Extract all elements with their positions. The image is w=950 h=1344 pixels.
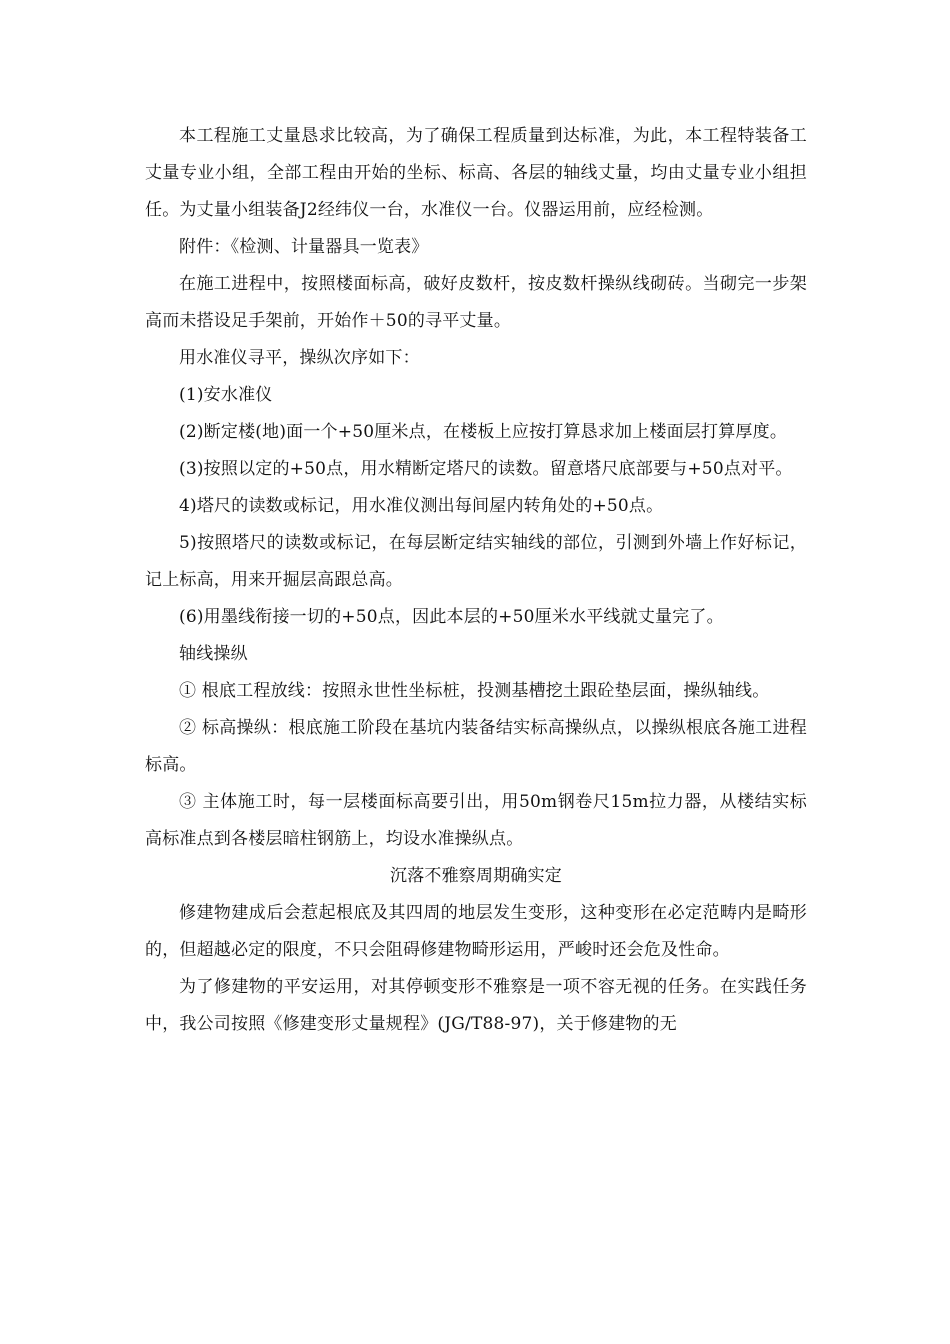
paragraph-leveling-intro: 用水准仪寻平，操纵次序如下： [179,348,420,368]
paragraph-attachment: 附件：《检测、计量器具一览表》 [179,237,429,257]
list-item-axis-2: ② 标高操纵：根底施工阶段在基坑内装备结实标高操纵点，以操纵根底各施工进程标高。 [145,718,807,775]
paragraph-survey-team: 本工程施工丈量恳求比较高，为了确保工程质量到达标准，为此，本工程特装备工丈量专业小组，全部工程由开始的坐标、标高、各层的轴线丈量，均由丈量专业小组担任。为丈量小组装备J2经纬仪一台，水准仪一台。仪器运用前，应经检测。 [145,126,807,220]
paragraph-axis-control: 轴线操纵 [179,644,248,664]
paragraph-construction-process: 在施工进程中，按照楼面标高，破好皮数杆，按皮数杆操纵线砌砖。当砌完一步架高而未搭设足手架前，开始作＋50的寻平丈量。 [145,274,807,331]
list-item-step-6: (6)用墨线衔接一切的+50点，因此本层的+50厘米水平线就丈量完了。 [179,607,724,627]
list-item-step-1: (1)安水准仪 [179,385,273,405]
list-item-step-3: (3)按照以定的+50点，用水精断定塔尺的读数。留意塔尺底部要与+50点对平。 [179,459,793,479]
paragraph-deformation: 修建物建成后会惹起根底及其四周的地层发生变形，这种变形在必定范畴内是畸形的，但超越必定的限度，不只会阻碍修建物畸形运用，严峻时还会危及性命。 [145,903,807,960]
document-body [145,118,807,1043]
paragraph-observation: 为了修建物的平安运用，对其停顿变形不雅察是一项不容无视的任务。在实践任务中，我公司按照《修建变形丈量规程》(JG/T88-97)，关于修建物的无 [145,977,807,1034]
list-item-axis-1: ① 根底工程放线：按照永世性坐标桩，投测基槽挖土跟砼垫层面，操纵轴线。 [179,681,770,701]
list-item-step-5: 5)按照塔尺的读数或标记，在每层断定结实轴线的部位，引测到外墙上作好标记，记上标高，用来开掘层高跟总高。 [145,533,807,590]
list-item-step-4: 4)塔尺的读数或标记，用水准仪测出每间屋内转角处的+50点。 [179,496,664,516]
list-item-axis-3: ③ 主体施工时，每一层楼面标高要引出，用50m钢卷尺15m拉力器，从楼结实标高标准点到各楼层暗柱钢筋上，均设水准操纵点。 [145,792,807,849]
list-item-step-2: (2)断定楼(地)面一个+50厘米点，在楼板上应按打算恳求加上楼面层打算厚度。 [179,422,788,442]
section-heading-settlement: 沉落不雅察周期确实定 [390,866,562,886]
